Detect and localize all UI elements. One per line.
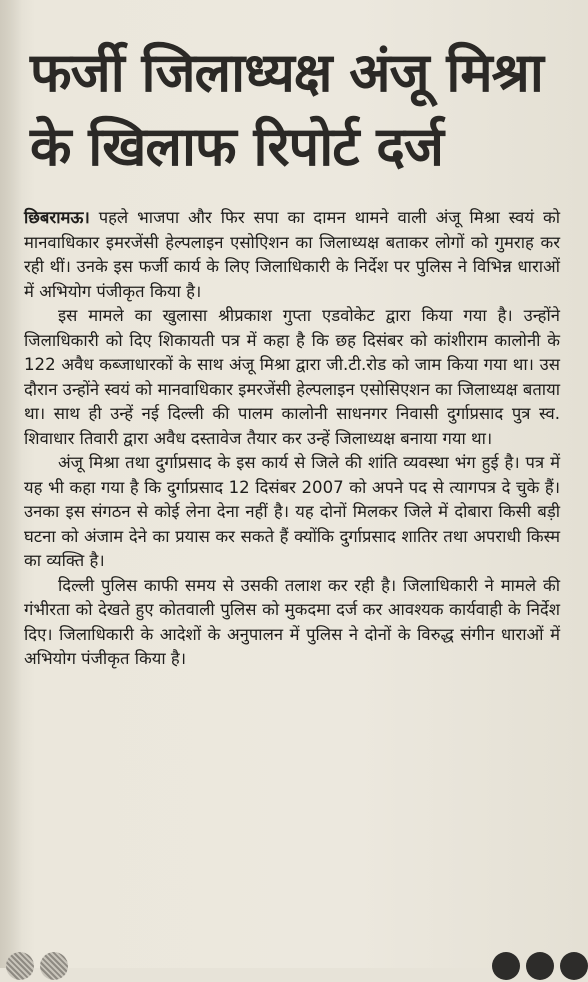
decorative-dots-left <box>6 952 68 982</box>
dateline: छिबरामऊ। <box>24 208 90 227</box>
paragraph-1-text: पहले भाजपा और फिर सपा का दामन थामने वाली अंजू मिश्रा स्वयं को मानवाधिकार इमरजेंसी हेल्पलाइन एसोएिशन का जिलाध्यक्ष बताकर लोगों को गुमराह कर रही थीं। उनके इस फर्जी कार्य के लिए जिलाधिकारी के निर्देश पर पुलिस ने विभिन्न धाराओं में अभियोग पंजीकृत किया है। <box>24 208 561 301</box>
decorative-dot <box>526 952 554 980</box>
article-paragraph-1 <box>24 206 560 304</box>
decorative-dot <box>6 952 34 980</box>
decorative-dots-right <box>492 952 588 982</box>
article-paragraph-4: दिल्ली पुलिस काफी समय से उसकी तलाश कर रही है। जिलाधिकारी ने मामले की गंभीरता को देखते हुए कोतवाली पुलिस को मुकदमा दर्ज कर आवश्यक कार्यवाही के निर्देश दिए। जिलाधिकारी के आदेशों के अनुपालन में पुलिस ने दोनों के विरुद्ध संगीन धाराओं में अभियोग पंजीकृत किया है। <box>24 575 560 668</box>
headline-line-2: के खिलाफ रिपोर्ट दर्ज <box>30 115 443 178</box>
article-paragraph-2: इस मामले का खुलासा श्रीप्रकाश गुप्ता एडवोकेट द्वारा किया गया है। उन्होंने जिलाधिकारी को दिए शिकायती पत्र में कहा है कि छह दिसंबर को कांशीराम कालोनी के 122 अवैध कब्जाधारकों के साथ अंजू मिश्रा द्वारा जी.टी.रोड को जाम किया गया था। उस दौरान उन्होंने स्वयं को मानवाधिकार इमरजेंसी हेल्पलाइन एसोसिएशन का जिलाध्यक्ष बताया था। साथ ही उन्हें नई दिल्ली की पालम कालोनी साधनगर निवासी दुर्गाप्रसाद पुत्र स्व. शिवाधार तिवारी द्वारा अवैध दस्तावेज तैयार कर उन्हें जिलाध्यक्ष बनाया गया था। <box>24 306 560 448</box>
decorative-dot <box>560 952 588 980</box>
headline-line-1: फर्जी जिलाध्यक्ष अंजू मिश्रा <box>30 41 543 104</box>
article-body <box>24 206 560 672</box>
decorative-dot <box>40 952 68 980</box>
headline <box>30 36 580 184</box>
article-paragraph-3: अंजू मिश्रा तथा दुर्गाप्रसाद के इस कार्य से जिले की शांति व्यवस्था भंग हुई है। पत्र में यह भी कहा गया है कि दुर्गाप्रसाद 12 दिसंबर 2007 को अपने पद से त्यागपत्र दे चुके हैं। उनका इस संगठन से कोई लेना देना नहीं है। यह दोनों मिलकर जिले में दोबारा किसी बड़ी घटना को अंजाम देने का प्रयास कर सकते हैं क्योंकि दुर्गाप्रसाद शातिर तथा अपराधी किस्म का व्यक्ति है। <box>24 453 560 570</box>
decorative-dot <box>492 952 520 980</box>
